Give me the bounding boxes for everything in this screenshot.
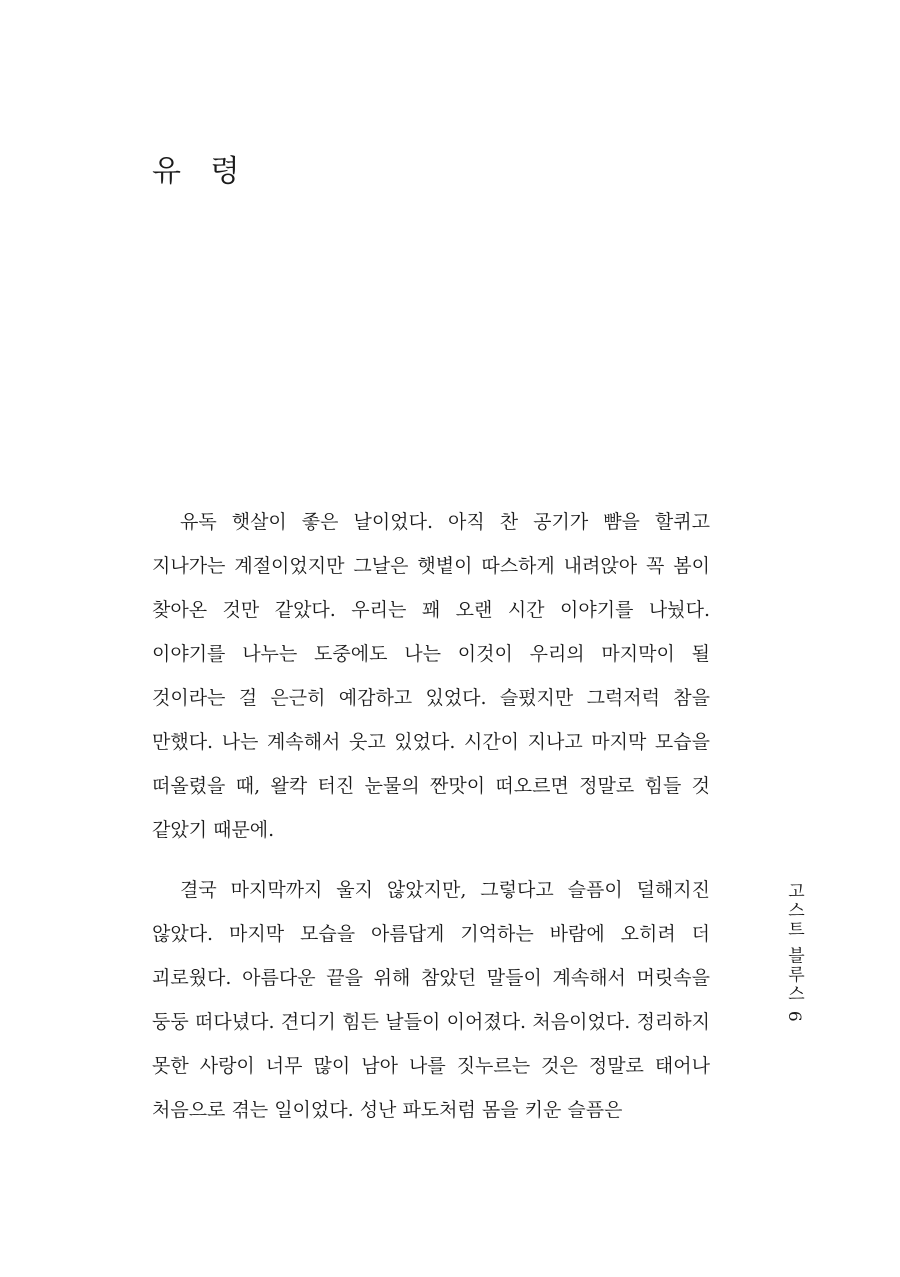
body-text xyxy=(152,500,710,1132)
chapter-title: 유 령 xyxy=(152,154,250,189)
page-number: 6 xyxy=(784,1010,804,1024)
running-head xyxy=(782,882,807,1024)
paragraph-1: 유독 햇살이 좋은 날이었다. 아직 찬 공기가 뺨을 할퀴고 지나가는 계절이었지만 그날은 햇볕이 따스하게 내려앉아 꼭 봄이 찾아온 것만 같았다. 우리는 꽤 오랜 시간 이야기를 나눴다. 이야기를 나누는 도중에도 나는 이것이 우리의 마지막이 될 것이라는 걸 은근히 예감하고 있었다. 슬펐지만 그럭저럭 참을 만했다. 나는 계속해서 웃고 있었다. 시간이 지나고 마지막 모습을 떠올렸을 때, 왈칵 터진 눈물의 짠맛이 떠오르면 정말로 힘들 것 같았기 때문에. xyxy=(152,511,710,841)
paragraph-2: 결국 마지막까지 울지 않았지만, 그렇다고 슬픔이 덜해지진 않았다. 마지막 모습을 아름답게 기억하는 바람에 오히려 더 괴로웠다. 아름다운 끝을 위해 참았던 말들이 계속해서 머릿속을 둥둥 떠다녔다. 견디기 힘든 날들이 이어졌다. 처음이었다. 정리하지 못한 사랑이 너무 많이 남아 나를 짓누르는 것은 정말로 태어나 처음으로 겪는 일이었다. 성난 파도처럼 몸을 키운 슬픔은 xyxy=(152,879,710,1121)
book-title: 고스트 블루스 xyxy=(784,882,804,1004)
